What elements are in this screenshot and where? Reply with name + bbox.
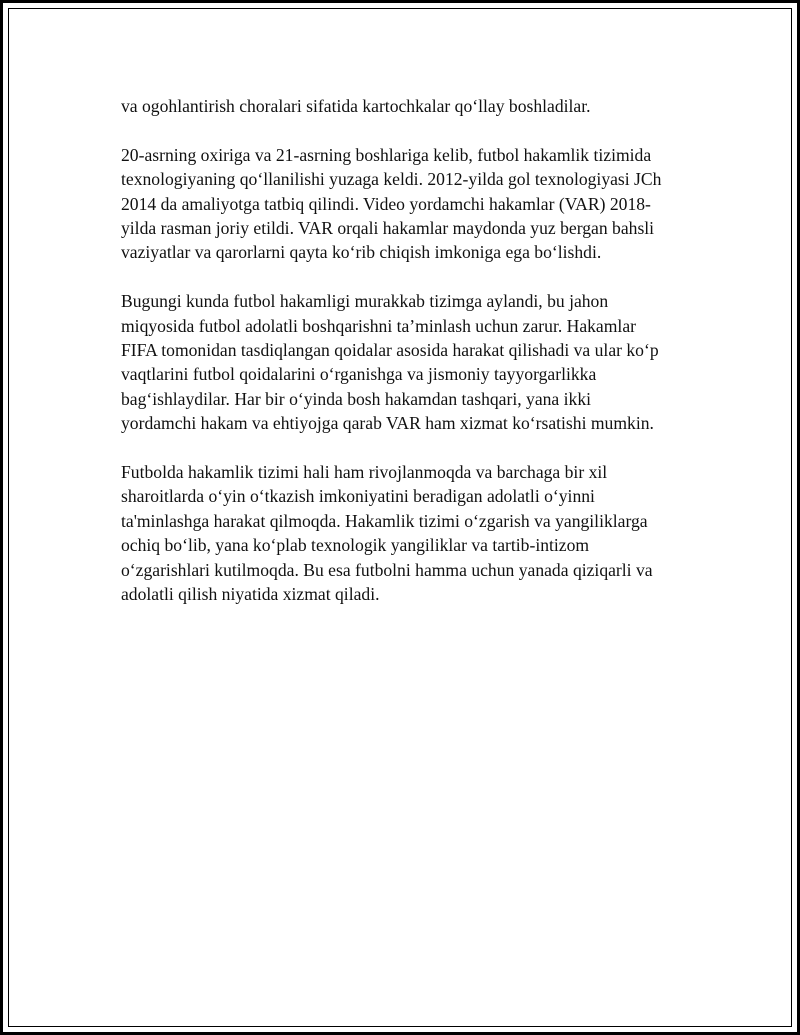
paragraph-1 — [121, 94, 691, 118]
text-line: ta'minlashga harakat qilmoqda. Hakamlik tizimi o‘zgarish va yangiliklarga — [121, 510, 648, 531]
text-line: yilda rasman joriy etildi. VAR orqali hakamlar maydonda yuz bergan bahsli — [121, 218, 655, 239]
paragraph-2 — [121, 143, 691, 265]
text-line: 20-asrning oxiriga va 21-asrning boshlariga kelib, futbol hakamlik tizimida — [121, 144, 652, 165]
text-line: Bugungi kunda futbol hakamligi murakkab tizimga aylandi, bu jahon — [121, 291, 609, 312]
text-line: 2014 da amaliyotga tatbiq qilindi. Video yordamchi hakamlar (VAR) 2018- — [121, 193, 651, 214]
text-line: o‘zgarishlari kutilmoqda. Bu esa futbolni hamma uchun yanada qiziqarli va — [121, 559, 653, 580]
text-line: va ogohlantirish choralari sifatida kartochkalar qo‘llay boshladilar. — [121, 96, 591, 116]
text-line: yordamchi hakam va ehtiyojga qarab VAR ham xizmat ko‘rsatishi mumkin. — [121, 413, 654, 434]
text-line: adolatli qilish niyatida xizmat qiladi. — [121, 584, 380, 605]
text-line: vaziyatlar va qarorlarni qayta ko‘rib chiqish imkoniga ega bo‘lishdi. — [121, 242, 602, 263]
paragraph-3 — [121, 289, 691, 435]
text-line: Futbolda hakamlik tizimi hali ham rivojlanmoqda va barchaga bir xil — [121, 462, 608, 483]
text-line: miqyosida futbol adolatli boshqarishni ta’minlash uchun zarur. Hakamlar — [121, 315, 636, 336]
text-line: bag‘ishlaydilar. Har bir o‘yinda bosh hakamdan tashqari, yana ikki — [121, 388, 592, 409]
paragraph-4 — [121, 460, 691, 606]
text-line: vaqtlarini futbol qoidalarini o‘rganishga va jismoniy tayyorgarlikka — [121, 364, 597, 385]
document-body — [121, 94, 691, 631]
text-line: ochiq bo‘lib, yana ko‘plab texnologik yangiliklar va tartib-intizom — [121, 535, 590, 556]
text-line: sharoitlarda o‘yin o‘tkazish imkoniyatini beradigan adolatli o‘yinni — [121, 486, 595, 507]
text-line: texnologiyaning qo‘llanilishi yuzaga keldi. 2012-yilda gol texnologiyasi JCh — [121, 169, 662, 190]
text-line: FIFA tomonidan tasdiqlangan qoidalar asosida harakat qilishadi va ular ko‘p — [121, 340, 659, 361]
